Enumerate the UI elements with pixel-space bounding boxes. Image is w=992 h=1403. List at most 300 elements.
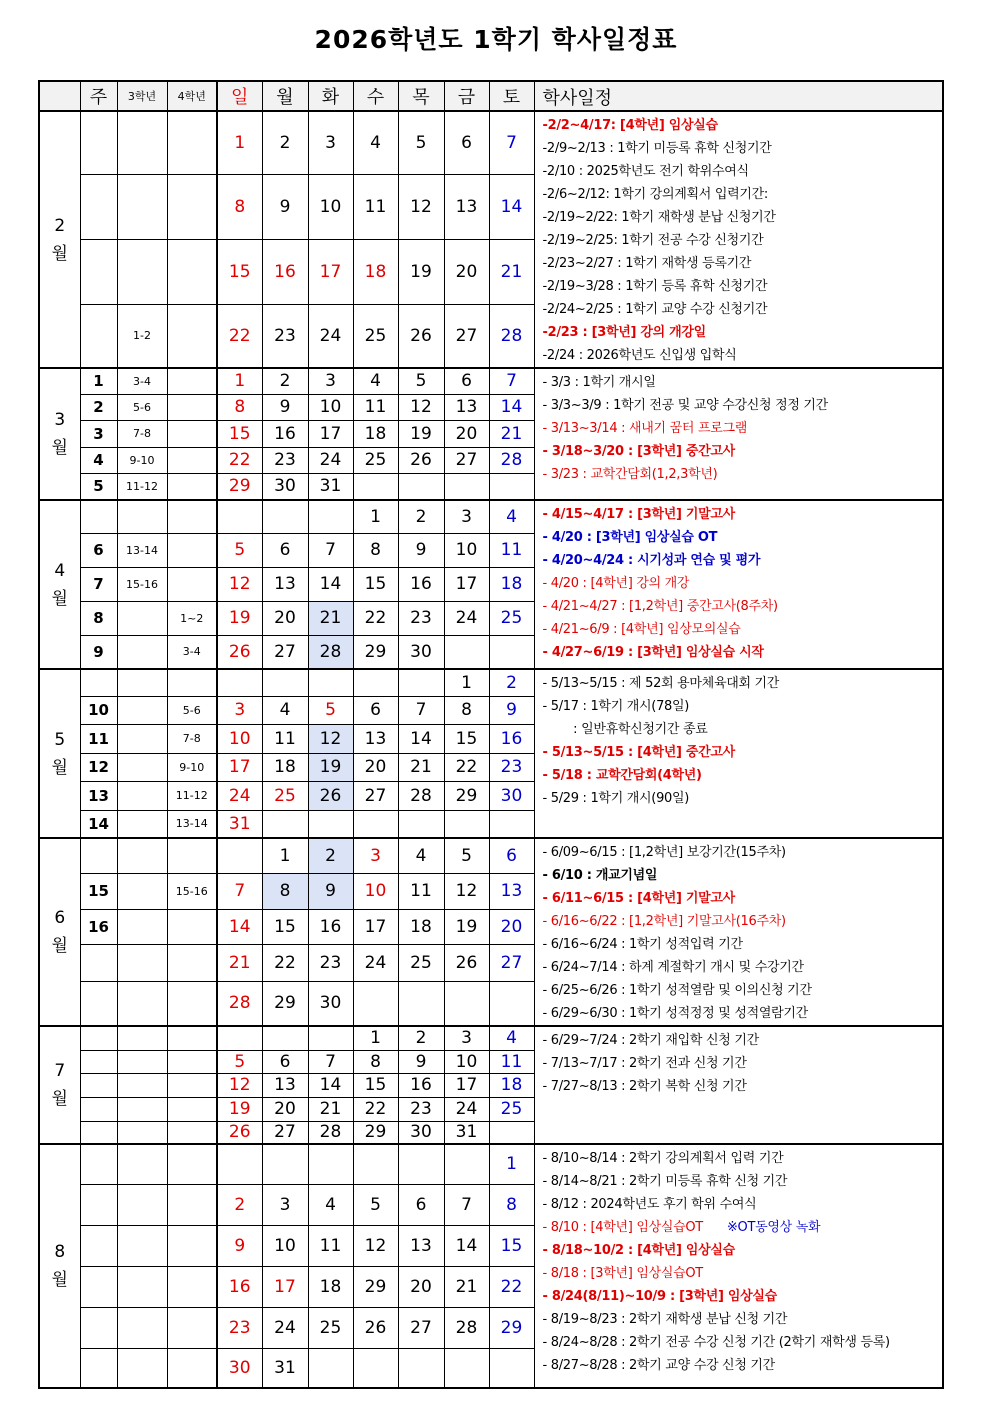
calendar-day: 29 [353, 1266, 398, 1307]
calendar-day: 13 [444, 175, 489, 240]
grade3-class [117, 239, 167, 304]
calendar-day: 18 [353, 420, 398, 447]
calendar-day: 21 [217, 945, 262, 982]
schedule-item [543, 275, 943, 298]
header-tue: 화 [308, 81, 353, 111]
calendar-day: 9 [262, 175, 308, 240]
grade4-class: 15-16 [167, 874, 217, 910]
calendar-day: 12 [217, 1073, 262, 1097]
schedule-text: - 8/18~10/2 : [4학년] 임상실습 [542, 1243, 735, 1258]
calendar-day: 30 [262, 473, 308, 500]
week-row [39, 368, 943, 394]
schedule-item [543, 371, 943, 394]
grade4-class [167, 909, 217, 945]
month-label: 7 월 [39, 1026, 80, 1144]
schedule-item [543, 1285, 943, 1308]
grade4-class [167, 567, 217, 601]
calendar-day: 20 [262, 1097, 308, 1121]
calendar-day: 15 [489, 1225, 534, 1266]
schedule-text: - 8/27~8/28 : 2학기 교양 수강 신청 기간 [542, 1358, 775, 1373]
schedule-text: -2/19~2/22: 1학기 재학생 분납 신청기간 [542, 210, 776, 225]
calendar-day: 31 [262, 1348, 308, 1388]
week-number [80, 1225, 117, 1266]
calendar-day: 29 [217, 473, 262, 500]
calendar-day: 11 [489, 1050, 534, 1073]
grade3-class [117, 945, 167, 982]
calendar-day: 23 [398, 1097, 444, 1121]
grade4-class [167, 981, 217, 1026]
calendar-day: 19 [308, 753, 353, 781]
calendar-day: 9 [398, 1050, 444, 1073]
week-number [80, 500, 117, 533]
schedule-text: - 4/20 : [3학년] 임상실습 OT [542, 530, 718, 545]
schedule-text: - 8/10 : [4학년] 임상실습OT [542, 1220, 703, 1235]
schedule-item [543, 1029, 943, 1052]
calendar-day: 27 [444, 447, 489, 473]
calendar-day: 30 [489, 781, 534, 810]
schedule-item [543, 979, 943, 1002]
calendar-day: 5 [217, 533, 262, 567]
calendar-day [489, 981, 534, 1026]
calendar-day: 24 [308, 447, 353, 473]
calendar-day: 8 [444, 696, 489, 724]
grade4-class [167, 533, 217, 567]
schedule-text: - 3/18~3/20 : [3학년] 중간고사 [542, 444, 735, 459]
calendar-day: 1 [489, 1144, 534, 1184]
header-week: 주 [80, 81, 117, 111]
schedule-item [543, 718, 943, 741]
schedule-text: -2/19~2/25: 1학기 전공 수강 신청기간 [542, 233, 764, 248]
calendar-day: 2 [308, 838, 353, 874]
grade3-class [117, 696, 167, 724]
calendar-day: 1 [217, 111, 262, 175]
calendar-day: 25 [262, 781, 308, 810]
week-number [80, 1026, 117, 1050]
schedule-item [543, 1002, 943, 1025]
grade4-class [167, 1184, 217, 1225]
calendar-day: 5 [398, 368, 444, 394]
schedule-text: - 8/24(8/11)~10/9 : [3학년] 임상실습 [542, 1289, 777, 1304]
calendar-day: 3 [308, 368, 353, 394]
week-number: 6 [80, 533, 117, 567]
calendar-day: 14 [308, 567, 353, 601]
calendar-day: 12 [444, 874, 489, 910]
calendar-day [444, 473, 489, 500]
schedule-text: - 6/10 : 개교기념일 [542, 868, 658, 883]
calendar-day: 22 [444, 753, 489, 781]
schedule-item [543, 864, 943, 887]
calendar-day: 22 [262, 945, 308, 982]
schedule-text: : 일반휴학신청기간 종료 [542, 722, 708, 737]
calendar-day: 23 [308, 945, 353, 982]
grade4-class [167, 1307, 217, 1348]
calendar-day: 28 [398, 781, 444, 810]
calendar-day [489, 1121, 534, 1144]
calendar-day: 16 [262, 239, 308, 304]
calendar-day [398, 1144, 444, 1184]
week-number: 15 [80, 874, 117, 910]
schedule-text: - 8/10~8/14 : 2학기 강의계획서 입력 기간 [542, 1151, 784, 1166]
calendar-day [308, 669, 353, 696]
calendar-day: 15 [353, 567, 398, 601]
calendar-day: 17 [308, 239, 353, 304]
grade4-class: 3-4 [167, 635, 217, 669]
grade3-class [117, 810, 167, 838]
schedule-item [543, 572, 943, 595]
calendar-day: 25 [353, 447, 398, 473]
week-number [80, 1121, 117, 1144]
calendar-day: 3 [444, 500, 489, 533]
calendar-day: 3 [353, 838, 398, 874]
schedule-cell [534, 669, 943, 838]
calendar-day: 22 [353, 1097, 398, 1121]
month-label: 4 월 [39, 500, 80, 669]
calendar-day [398, 981, 444, 1026]
grade3-class: 1-2 [117, 304, 167, 368]
calendar-day: 7 [489, 368, 534, 394]
week-number: 1 [80, 368, 117, 394]
calendar-day: 16 [262, 420, 308, 447]
schedule-cell [534, 500, 943, 669]
schedule-item [543, 841, 943, 864]
calendar-day: 21 [308, 1097, 353, 1121]
calendar-day: 29 [444, 781, 489, 810]
calendar-day: 6 [398, 1184, 444, 1225]
calendar-day [217, 838, 262, 874]
calendar-day: 10 [444, 1050, 489, 1073]
week-number: 3 [80, 420, 117, 447]
calendar-day: 21 [308, 601, 353, 635]
calendar-day: 14 [308, 1073, 353, 1097]
schedule-text: - 5/18 : 교학간담회(4학년) [542, 768, 702, 783]
schedule-item [543, 618, 943, 641]
calendar-day: 25 [308, 1307, 353, 1348]
grade4-class [167, 394, 217, 420]
calendar-day: 19 [217, 601, 262, 635]
grade3-class [117, 111, 167, 175]
schedule-text: -2/9~2/13 : 1학기 미등록 휴학 신청기간 [542, 141, 772, 156]
schedule-item [543, 595, 943, 618]
schedule-cell [534, 1026, 943, 1144]
calendar-day: 24 [217, 781, 262, 810]
schedule-item [543, 1193, 943, 1216]
calendar-day: 21 [444, 1266, 489, 1307]
calendar-day: 18 [489, 567, 534, 601]
calendar-day: 6 [353, 696, 398, 724]
header-fri: 금 [444, 81, 489, 111]
grade3-class [117, 909, 167, 945]
calendar-day: 4 [353, 368, 398, 394]
calendar-day: 28 [308, 635, 353, 669]
schedule-text: -2/2~4/17: [4학년] 임상실습 [542, 118, 718, 133]
calendar-day: 14 [489, 175, 534, 240]
schedule-item [543, 252, 943, 275]
month-label: 5 월 [39, 669, 80, 838]
week-number [80, 669, 117, 696]
calendar-day: 16 [398, 567, 444, 601]
calendar-day: 1 [353, 1026, 398, 1050]
calendar-day: 23 [489, 753, 534, 781]
calendar-day [398, 810, 444, 838]
calendar-day: 12 [217, 567, 262, 601]
calendar-day: 21 [489, 239, 534, 304]
schedule-item [543, 741, 943, 764]
calendar-day: 2 [489, 669, 534, 696]
calendar-day: 5 [353, 1184, 398, 1225]
header-grade4: 4학년 [167, 81, 217, 111]
schedule-item [543, 463, 943, 486]
calendar-day: 11 [353, 175, 398, 240]
calendar-day: 30 [398, 635, 444, 669]
calendar-day: 9 [262, 394, 308, 420]
calendar-day: 2 [262, 111, 308, 175]
calendar-day: 20 [262, 601, 308, 635]
schedule-text: -2/19~3/28 : 1학기 등록 휴학 신청기간 [542, 279, 768, 294]
week-row [39, 838, 943, 874]
grade4-class [167, 304, 217, 368]
calendar-day: 29 [353, 635, 398, 669]
schedule-text: - 8/24~8/28 : 2학기 전공 수강 신청 기간 (2학기 재학생 등록) [542, 1335, 890, 1350]
week-number: 4 [80, 447, 117, 473]
schedule-text: -2/23 : [3학년] 강의 개강일 [542, 325, 706, 340]
calendar-day: 14 [398, 724, 444, 753]
grade4-class [167, 838, 217, 874]
calendar-day: 14 [217, 909, 262, 945]
schedule-text: -2/23~2/27 : 1학기 재학생 등록기간 [542, 256, 752, 271]
calendar-day: 5 [444, 838, 489, 874]
calendar-day: 16 [308, 909, 353, 945]
calendar-day: 17 [353, 909, 398, 945]
grade3-class [117, 1097, 167, 1121]
calendar-day: 4 [398, 838, 444, 874]
calendar-day: 3 [217, 696, 262, 724]
calendar-day: 18 [262, 753, 308, 781]
schedule-text: - 5/17 : 1학기 개시(78일) [542, 699, 690, 714]
grade4-class [167, 500, 217, 533]
grade3-class: 7-8 [117, 420, 167, 447]
calendar-day: 27 [398, 1307, 444, 1348]
month-label: 3 월 [39, 368, 80, 500]
calendar-day: 25 [398, 945, 444, 982]
month-label: 8 월 [39, 1144, 80, 1388]
schedule-item [543, 526, 943, 549]
grade4-class: 5-6 [167, 696, 217, 724]
calendar-day: 23 [217, 1307, 262, 1348]
calendar-day: 26 [217, 635, 262, 669]
schedule-item [543, 503, 943, 526]
grade4-class: 1~2 [167, 601, 217, 635]
calendar-day: 7 [217, 874, 262, 910]
calendar-day: 5 [217, 1050, 262, 1073]
calendar-day: 18 [398, 909, 444, 945]
schedule-text: - 4/21~4/27 : [1,2학년] 중간고사(8주차) [542, 599, 778, 614]
week-number: 8 [80, 601, 117, 635]
calendar-day [444, 635, 489, 669]
calendar-day: 27 [262, 1121, 308, 1144]
calendar-day: 8 [262, 874, 308, 910]
calendar-day [353, 473, 398, 500]
calendar-body [39, 111, 943, 1388]
calendar-day: 9 [308, 874, 353, 910]
calendar-day: 13 [398, 1225, 444, 1266]
calendar-day: 14 [489, 394, 534, 420]
schedule-item [543, 1170, 943, 1193]
calendar-day: 3 [262, 1184, 308, 1225]
calendar-day [353, 669, 398, 696]
week-number: 11 [80, 724, 117, 753]
grade4-class [167, 1026, 217, 1050]
schedule-text: - 6/09~6/15 : [1,2학년] 보강기간(15주차) [542, 845, 786, 860]
grade3-class [117, 1050, 167, 1073]
schedule-text: -2/6~2/12: 1학기 강의계획서 입력기간: [542, 187, 768, 202]
week-row [39, 1026, 943, 1050]
calendar-day [308, 1348, 353, 1388]
calendar-day: 19 [398, 420, 444, 447]
calendar-day: 8 [353, 533, 398, 567]
calendar-day: 7 [489, 111, 534, 175]
calendar-day: 24 [444, 601, 489, 635]
header-sat: 토 [489, 81, 534, 111]
calendar-day: 8 [489, 1184, 534, 1225]
schedule-text: - 7/13~7/17 : 2학기 전과 신청 기간 [542, 1056, 747, 1071]
calendar-day [353, 1348, 398, 1388]
schedule-item [543, 1354, 943, 1377]
grade4-class [167, 175, 217, 240]
calendar-day: 20 [489, 909, 534, 945]
calendar-day: 6 [444, 111, 489, 175]
calendar-day: 23 [262, 304, 308, 368]
calendar-day: 10 [444, 533, 489, 567]
calendar-day: 2 [217, 1184, 262, 1225]
calendar-day: 17 [217, 753, 262, 781]
schedule-text: - 4/20~4/24 : 시기성과 연습 및 평가 [542, 553, 761, 568]
week-number [80, 111, 117, 175]
calendar-day: 4 [489, 500, 534, 533]
calendar-day: 16 [489, 724, 534, 753]
schedule-text: - 6/25~6/26 : 1학기 성적열람 및 이의신청 기간 [542, 983, 812, 998]
schedule-item [543, 549, 943, 572]
calendar-day: 15 [262, 909, 308, 945]
calendar-day: 4 [489, 1026, 534, 1050]
calendar-day: 2 [398, 500, 444, 533]
calendar-day: 6 [262, 533, 308, 567]
schedule-text: - 6/29~7/24 : 2학기 재입학 신청 기간 [542, 1033, 759, 1048]
schedule-item [543, 114, 943, 137]
schedule-cell [534, 111, 943, 368]
calendar-day [308, 500, 353, 533]
schedule-item [543, 641, 943, 664]
calendar-day: 26 [217, 1121, 262, 1144]
grade3-class [117, 1026, 167, 1050]
week-number: 2 [80, 394, 117, 420]
calendar-day [353, 981, 398, 1026]
calendar-day: 11 [262, 724, 308, 753]
calendar-day: 30 [217, 1348, 262, 1388]
calendar-day: 3 [308, 111, 353, 175]
schedule-text: - 3/13~3/14 : 새내기 꿈터 프로그램 [542, 421, 748, 436]
calendar-day: 22 [353, 601, 398, 635]
schedule-text: - 6/11~6/15 : [4학년] 기말고사 [542, 891, 735, 906]
calendar-day: 7 [308, 533, 353, 567]
header-sun: 일 [217, 81, 262, 111]
calendar-day: 12 [398, 175, 444, 240]
schedule-item [543, 344, 943, 367]
calendar-day: 6 [444, 368, 489, 394]
week-number [80, 981, 117, 1026]
grade3-class [117, 1348, 167, 1388]
schedule-item [543, 137, 943, 160]
week-row [39, 500, 943, 533]
calendar-day: 26 [398, 304, 444, 368]
header-wed: 수 [353, 81, 398, 111]
calendar-day: 17 [444, 567, 489, 601]
calendar-day [308, 1026, 353, 1050]
grade4-class [167, 368, 217, 394]
calendar-day: 15 [444, 724, 489, 753]
grade3-class [117, 1266, 167, 1307]
calendar-day [444, 1348, 489, 1388]
grade3-class [117, 874, 167, 910]
calendar-day: 25 [489, 601, 534, 635]
calendar-day: 27 [262, 635, 308, 669]
calendar-day [262, 1026, 308, 1050]
schedule-text: - 6/29~6/30 : 1학기 성적정정 및 성적열람기간 [542, 1006, 808, 1021]
schedule-text: - 5/13~5/15 : 제 52회 용마체육대회 기간 [542, 676, 780, 691]
schedule-cell [534, 368, 943, 500]
calendar-day [308, 810, 353, 838]
calendar-day: 11 [353, 394, 398, 420]
grade4-class [167, 1225, 217, 1266]
grade3-class: 15-16 [117, 567, 167, 601]
week-row [39, 1144, 943, 1184]
schedule-text: - 8/18 : [3학년] 임상실습OT [542, 1266, 703, 1281]
calendar-day: 15 [217, 420, 262, 447]
calendar-day [444, 1144, 489, 1184]
header-schedule: 학사일정 [534, 81, 943, 111]
calendar-day [217, 500, 262, 533]
schedule-text: - 8/12 : 2024학년도 후기 학위 수여식 [542, 1197, 757, 1212]
calendar-day: 29 [262, 981, 308, 1026]
week-number [80, 838, 117, 874]
calendar-day: 10 [262, 1225, 308, 1266]
grade3-class [117, 724, 167, 753]
schedule-item [543, 695, 943, 718]
calendar-day: 24 [444, 1097, 489, 1121]
calendar-day: 21 [398, 753, 444, 781]
calendar-day: 31 [217, 810, 262, 838]
grade4-class [167, 1121, 217, 1144]
schedule-item [543, 887, 943, 910]
calendar-day: 7 [398, 696, 444, 724]
grade4-class [167, 239, 217, 304]
grade3-class [117, 175, 167, 240]
calendar-day: 28 [217, 981, 262, 1026]
calendar-day: 4 [308, 1184, 353, 1225]
calendar-day: 20 [444, 420, 489, 447]
schedule-item [543, 298, 943, 321]
calendar-day: 28 [308, 1121, 353, 1144]
calendar-day [444, 981, 489, 1026]
calendar-day: 29 [353, 1121, 398, 1144]
calendar-day: 19 [398, 239, 444, 304]
schedule-item [543, 787, 943, 810]
month-label: 6 월 [39, 838, 80, 1026]
calendar-day: 26 [444, 945, 489, 982]
schedule-text: -2/24 : 2026학년도 신입생 입학식 [542, 348, 737, 363]
schedule-text: - 3/3 : 1학기 개시일 [542, 375, 656, 390]
grade4-class [167, 1073, 217, 1097]
calendar-day: 18 [489, 1073, 534, 1097]
